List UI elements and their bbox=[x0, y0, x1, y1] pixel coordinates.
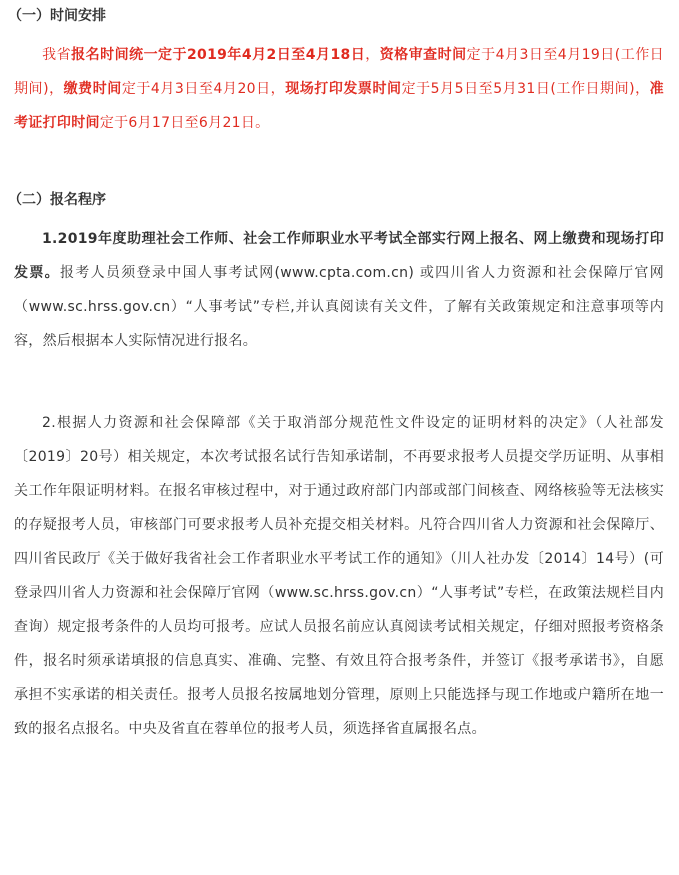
schedule-bold-run: 现场打印发票时间 bbox=[285, 81, 402, 97]
schedule-paragraph bbox=[14, 38, 664, 140]
schedule-run: 定于5月5日至5月31日(工作日期间)， bbox=[401, 81, 650, 97]
procedure-2-text: 2.根据人力资源和社会保障部《关于取消部分规范性文件设定的证明材料的决定》（人社部发〔2019〕20号）相关规定，本次考试报名试行告知承诺制，不再要求报考人员提交学历证明、从事相关工作年限证明材料。在报名审核过程中，对于通过政府部门内部或部门间核查、网络核验等无法核实的存疑报考人员，审核部门可要求报考人员补充提交相关材料。凡符合四川省人力资源和社会保障厅、四川省民政厅《关于做好我省社会工作者职业水平考试工作的通知》（川人社办发〔2014〕14号）(可登录四川省人力资源和社会保障厅官网（www.sc.hrss.gov.cn）“人事考试”专栏，在政策法规栏目内查询）规定报考条件的人员均可报考。应试人员报名前应认真阅读考试相关规定，仔细对照报考资格条件，报名时须承诺填报的信息真实、准确、完整、有效且符合报考条件，并签订《报考承诺书》，自愿承担不实承诺的相关责任。报考人员报名按属地划分管理，原则上只能选择与现工作地或户籍所在地一致的报名点报名。中央及省直在蓉单位的报考人员，须选择省直属报名点。 bbox=[14, 415, 664, 737]
section-heading-procedure: （二）报名程序 bbox=[8, 192, 106, 208]
schedule-run: 定于4月3日至4月20日， bbox=[121, 81, 286, 97]
schedule-bold-run: 报名时间统一定于2019年4月2日至4月18日 bbox=[71, 47, 366, 63]
procedure-1-text: 报考人员须登录中国人事考试网(www.cpta.com.cn) 或四川省人力资源和社会保障厅官网（www.sc.hrss.gov.cn）“人事考试”专栏,并认真阅读有关文件，了解有关政策规定和注意事项等内容，然后根据本人实际情况进行报名。 bbox=[14, 265, 665, 349]
schedule-bold-run: 缴费时间 bbox=[63, 81, 122, 97]
section-heading-schedule: （一）时间安排 bbox=[8, 8, 106, 24]
schedule-text bbox=[14, 47, 664, 131]
procedure-paragraph-2 bbox=[14, 406, 664, 746]
procedure-1-bold-text: 1.2019年度助理社会工作师、社会工作师职业水平考试全部实行网上报名、网上缴费和现场打印发票。 bbox=[14, 231, 664, 281]
schedule-bold-run: 准考证打印时间 bbox=[14, 81, 664, 131]
schedule-bold-run: 资格审查时间 bbox=[379, 47, 467, 63]
schedule-run: 定于6月17日至6月21日。 bbox=[99, 115, 270, 131]
schedule-run: 定于4月3日至4月19日(工作日期间)， bbox=[14, 47, 664, 97]
schedule-run: 我省 bbox=[42, 47, 72, 63]
procedure-paragraph-1 bbox=[14, 222, 664, 358]
schedule-run: ， bbox=[365, 47, 380, 63]
